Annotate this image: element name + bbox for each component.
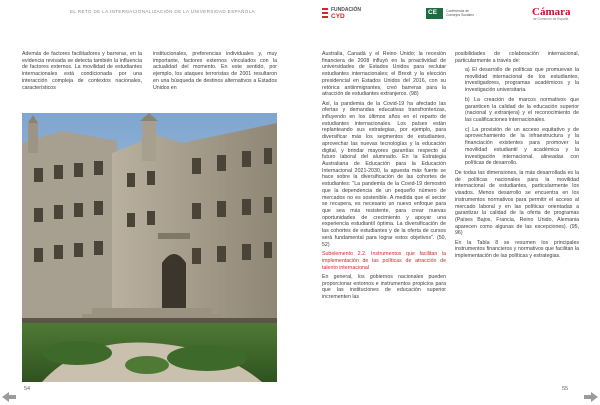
camara-logo-subtext: de Comercio de España xyxy=(533,17,569,21)
paragraph: En general, los gobiernos nacionales pueden proporcionar entornos e instrumentos propicios para que las instituciones de educación superior incrementen las xyxy=(322,274,446,301)
paragraph: institucionales, preferencias individuales y, muy importante, factores externos vinculados con la actualidad del momento. En este sentido, por ejemplo, los ataques terroristas de 2001 resultaron en una búsqueda de destinos alternativos a Estados Unidos en xyxy=(153,51,277,91)
previous-page-arrow-icon[interactable] xyxy=(2,392,16,402)
cyd-logo-line2: CYD xyxy=(331,13,345,20)
right-page-column-2 xyxy=(455,51,579,262)
university-building-photo xyxy=(22,113,277,382)
consejos-sociales-label: Conferencia de Consejos Sociales xyxy=(446,9,474,18)
page-number-right: 55 xyxy=(562,386,569,392)
cyd-logo-line1: FUNDACIÓN xyxy=(331,7,361,13)
page-header xyxy=(0,0,600,24)
paragraph: Australia, Canadá y el Reino Unido; la recesión financiera de 2008 influyó en la proactividad de universidades de Estados Unidos para reclutar estudiantes internacionales; el Brexit y la elección presidencial en Estados Unidos del 2016, con su retórica antiinmigrantes, creó barreras para la atracción de estudiantes extranjeros. (98) xyxy=(322,51,446,98)
page-number-left: 54 xyxy=(24,386,31,392)
consejos-sociales-mark-icon xyxy=(426,8,443,19)
consejos-sociales-mark-text: CE xyxy=(428,9,438,16)
paragraph: Así, la pandemia de la Covid-19 ha afectado las ofertas y demandas educativas transfronterizas, influyendo en los últimos años en el reparto de estudiantes internacionales. Los países están replanteando sus estrategias, por ejemplo, para diversificar más los segmentos de estudiantes, aprovechar las nuevas tecnologías y la educación digital, y brindar mayores garantías respecto al futuro laboral del alumnado. En la Estrategia Australiana de Educación para la Educación Internacional 2021-2030, la apuesta más fuerte se hace sobre la diversificación de las cohortes de estudiantes: "La pandemia de la Covid-19 demostró que la dependencia de un pequeño número de mercados no es sostenible. A medida que el sector se recupera, es necesario un nuevo enfoque para que sea más resistente, para crear nuevas oportunidades de crecimiento y apoyar una experiencia estudiantil óptima. La diversificación de las cohortes de estudiantes y de la oferta de cursos será fundamental para lograr estos objetivos". (50, 52) xyxy=(322,100,446,248)
paragraph: En la Tabla 8 se resumen los principales instrumentos financieros y normativos que facilitan la implementación de las políticas y estrategias. xyxy=(455,239,579,260)
camara-logo-text: Cámara xyxy=(532,6,571,18)
subelement-heading: Subelemento 2.2. Instrumentos que facilitan la implementación de las políticas de atracción de talento internacional xyxy=(322,251,446,271)
next-page-arrow-icon[interactable] xyxy=(584,392,598,402)
cyd-mark-icon xyxy=(322,8,328,18)
paragraph: De todas las dimensiones, la más desarrollada es la de políticas nacionales para la movilidad internacional de estudiantes, particularmente los visados. Menos desarrollo se encuentra en los instrumentos normativos para permitir el acceso al mercado laboral y en las políticas orientadas a garantizar la calidad de la oferta de programas (Países Bajos, Francia, Reino Unido, Alemania aparecen como algunas de las excepciones). (95, 96) xyxy=(455,170,579,237)
paragraph: Además de factores facilitadores y barreras, en la evidencia revisada se detecta también la influencia de factores externos. La movilidad de estudiantes internacionales está condicionada por una interacción compleja de contextos nacionales, característicos xyxy=(22,51,142,91)
camara-comercio-logo xyxy=(532,6,571,21)
left-page-column-2 xyxy=(153,51,277,94)
header-title: EL RETO DE LA INTERNACIONALIZACIÓN DE LA UNIVERSIDAD ESPAÑOLA xyxy=(70,9,255,14)
list-item: c) La provisión de un acceso equitativo y de aprovechamiento de la infraestructura y la financiación existentes para promover la movilidad estudiantil y académica y la investigación internacional, alineadas con políticas de desarrollo. xyxy=(465,126,579,167)
right-page-column-1 xyxy=(322,51,446,303)
paragraph: posibilidades de colaboración internacional, particularmente a través de: xyxy=(455,51,579,64)
list-item: b) La creación de marcos normativos que garanticen la calidad de la educación superior (nacional y extranjera) y el reconocimiento de las cualificaciones internacionales. xyxy=(465,96,579,123)
left-page-column-1 xyxy=(22,51,142,94)
list-item: a) El desarrollo de políticas que promuevan la movilidad internacional de los estudiantes, investigadores, programas académicos y la investigación universitaria. xyxy=(465,66,579,94)
